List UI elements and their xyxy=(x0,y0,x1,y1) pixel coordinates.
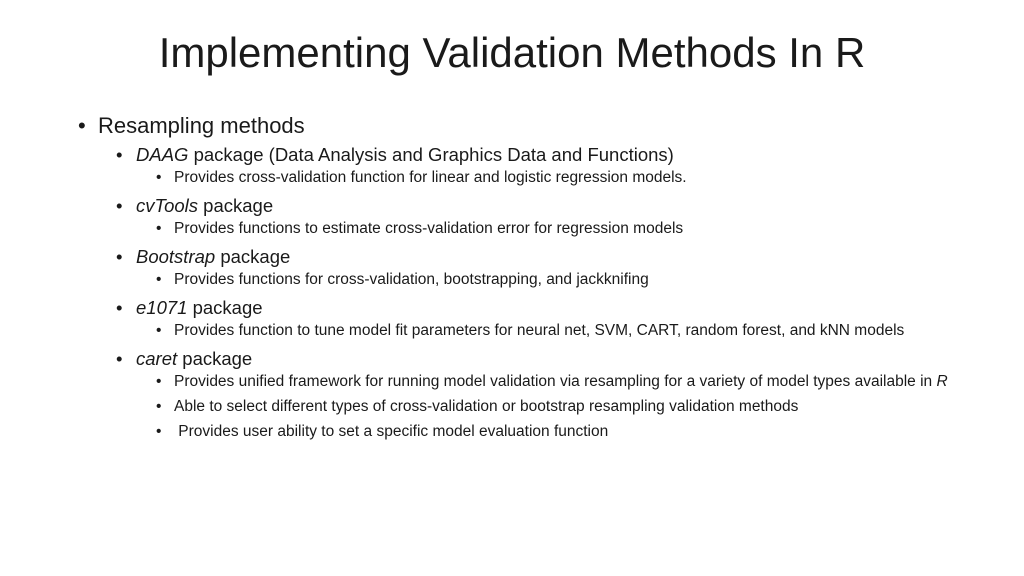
package-name: caret xyxy=(136,348,178,369)
bullet-dot: • xyxy=(156,398,162,415)
bullet-dot: • xyxy=(116,246,123,267)
package-suffix: package xyxy=(215,246,291,267)
bullet-list xyxy=(70,110,970,447)
package-suffix: package xyxy=(187,297,263,318)
bullet-text: Provides cross-validation function for linear and logistic regression models. xyxy=(174,169,687,186)
bullet-dot: • xyxy=(156,220,162,237)
slide-title: Implementing Validation Methods In R xyxy=(158,29,866,76)
bullet-package-bootstrap xyxy=(70,244,970,270)
bullet-text: Provides user ability to set a specific model evaluation function xyxy=(174,423,609,440)
bullet-package-cvtools xyxy=(70,193,970,219)
bullet-text: Provides function to tune model fit parameters for neural net, SVM, CART, random forest, and kNN models xyxy=(174,322,905,339)
package-suffix: package (Data Analysis and Graphics Data and Functions) xyxy=(188,144,674,165)
bullet-detail xyxy=(70,168,970,188)
package-name: Bootstrap xyxy=(136,246,216,267)
bullet-detail xyxy=(70,397,970,417)
bullet-package-daag xyxy=(70,142,970,168)
bullet-detail xyxy=(70,321,970,341)
bullet-text: Provides unified framework for running model validation via resampling for a variety of model types available in xyxy=(174,373,937,390)
bullet-dot: • xyxy=(156,423,162,440)
bullet-resampling-methods xyxy=(70,110,970,142)
bullet-dot: • xyxy=(156,169,162,186)
bullet-detail xyxy=(70,422,970,442)
bullet-package-e1071 xyxy=(70,295,970,321)
bullet-text: Provides functions for cross-validation, bootstrapping, and jackknifing xyxy=(174,271,649,288)
bullet-dot: • xyxy=(156,322,162,339)
bullet-dot: • xyxy=(156,271,162,288)
bullet-package-caret xyxy=(70,346,970,372)
bullet-dot: • xyxy=(116,348,123,369)
package-suffix: package xyxy=(198,195,274,216)
bullet-dot: • xyxy=(78,113,86,138)
bullet-detail xyxy=(70,372,970,392)
package-name: e1071 xyxy=(136,297,188,318)
bullet-text: Able to select different types of cross-validation or bootstrap resampling validation methods xyxy=(174,398,799,415)
bullet-detail xyxy=(70,270,970,290)
bullet-dot: • xyxy=(156,373,162,390)
bullet-dot: • xyxy=(116,297,123,318)
bullet-text: Resampling methods xyxy=(98,113,305,138)
bullet-dot: • xyxy=(116,144,123,165)
package-suffix: package xyxy=(177,348,253,369)
bullet-detail xyxy=(70,219,970,239)
r-language-name: R xyxy=(936,373,948,390)
package-name: cvTools xyxy=(136,195,199,216)
package-name: DAAG xyxy=(136,144,189,165)
bullet-dot: • xyxy=(116,195,123,216)
bullet-text: Provides functions to estimate cross-validation error for regression models xyxy=(174,220,684,237)
